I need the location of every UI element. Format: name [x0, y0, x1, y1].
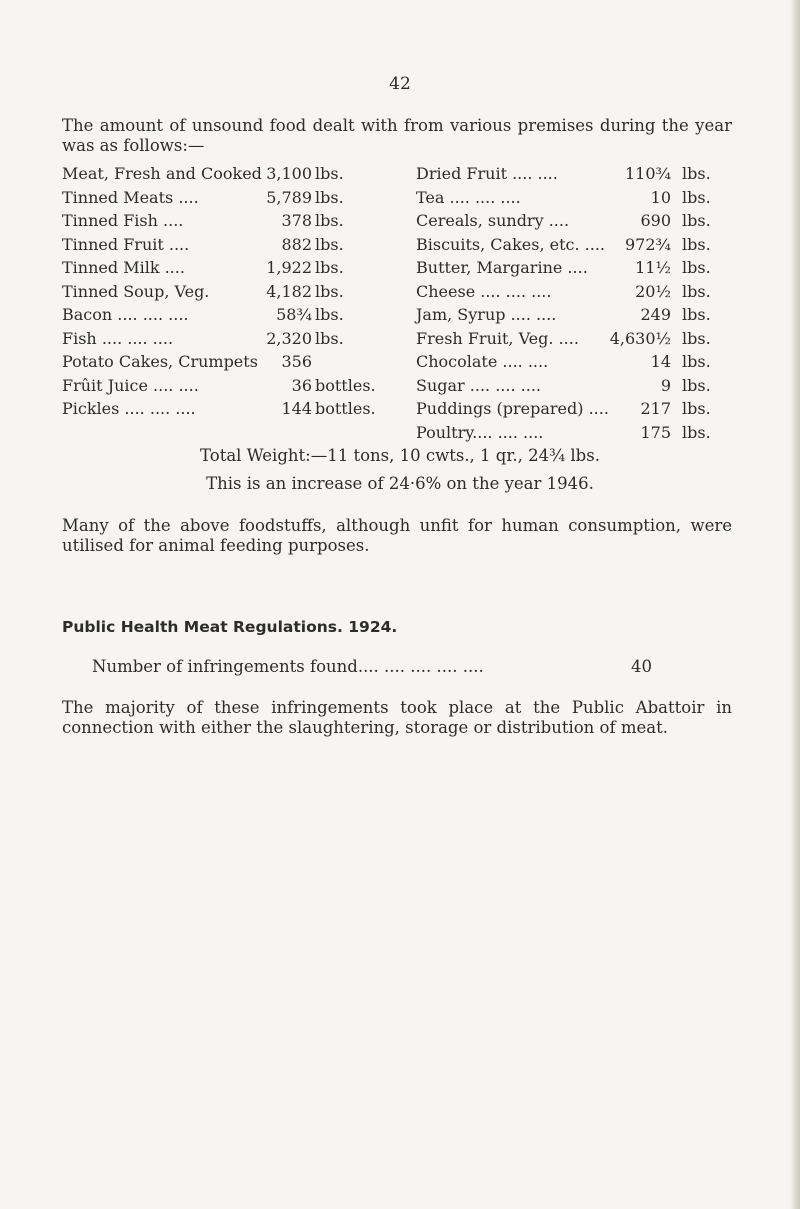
infringements-value: 40: [631, 657, 652, 676]
item-label: Jam, Syrup .... ....: [416, 305, 557, 324]
item-quantity: 882: [281, 234, 312, 254]
right-list-item: [416, 282, 716, 302]
item-label: Frûit Juice .... ....: [62, 375, 199, 395]
item-unit: lbs.: [315, 164, 344, 183]
item-quantity: 249: [640, 305, 671, 324]
item-unit: lbs.: [315, 187, 344, 207]
right-list-item: [416, 423, 716, 443]
item-quantity: 4,630½: [609, 328, 671, 348]
item-unit: lbs.: [315, 211, 344, 230]
item-unit: lbs.: [682, 305, 711, 324]
infringements-conclusion: The majority of these infringements took place at the Public Abattoir in connection with either the slaughtering, storage or distribution of meat.: [62, 698, 732, 737]
item-label: Tinned Fish ....: [62, 211, 184, 230]
item-label: Puddings (prepared) ....: [416, 399, 609, 418]
item-quantity: 14: [650, 352, 671, 371]
item-quantity: 3,100: [266, 164, 312, 183]
increase-statement: This is an increase of 24·6% on the year 1946.: [206, 474, 594, 493]
page-edge: [790, 0, 800, 1209]
item-label: Tinned Meats ....: [62, 187, 199, 207]
item-label: Fresh Fruit, Veg. ....: [416, 328, 579, 348]
item-unit: lbs.: [682, 375, 711, 395]
left-list-item: [62, 235, 382, 255]
animal-feeding-paragraph: Many of the above foodstuffs, although unfit for human consumption, were utilised for animal feeding purposes.: [62, 516, 732, 555]
item-quantity: 175: [640, 422, 671, 442]
item-label: Butter, Margarine ....: [416, 258, 588, 277]
right-list-item: [416, 399, 716, 419]
left-list-item: [62, 188, 382, 208]
right-list-item: [416, 235, 716, 255]
item-quantity: 972¾: [624, 234, 671, 254]
item-label: Dried Fruit .... ....: [416, 164, 558, 183]
item-label: Biscuits, Cakes, etc. ....: [416, 234, 605, 254]
item-quantity: 356: [281, 352, 312, 371]
item-unit: lbs.: [682, 352, 711, 371]
item-quantity: 4,182: [266, 281, 312, 301]
item-label: Tinned Soup, Veg.: [62, 281, 210, 301]
left-list-item: [62, 376, 382, 396]
left-list-item: [62, 282, 382, 302]
right-list-item: [416, 258, 716, 278]
item-quantity: 110¾: [624, 164, 671, 183]
item-quantity: 1,922: [266, 258, 312, 277]
item-unit: lbs.: [682, 258, 711, 277]
item-quantity: 5,789: [266, 187, 312, 207]
item-label: Tinned Fruit ....: [62, 234, 190, 254]
item-unit: lbs.: [682, 422, 711, 442]
item-label: Bacon .... .... ....: [62, 305, 189, 324]
left-list-item: [62, 352, 382, 372]
item-quantity: 10: [650, 187, 671, 207]
left-list-item: [62, 305, 382, 325]
intro-paragraph: The amount of unsound food dealt with from various premises during the year was as follows:—: [62, 116, 732, 155]
total-weight: Total Weight:—11 tons, 10 cwts., 1 qr., 24¾ lbs.: [200, 446, 600, 465]
item-label: Chocolate .... ....: [416, 352, 549, 371]
item-label: Tinned Milk ....: [62, 258, 185, 277]
infringements-label: Number of infringements found.... .... .... .... ....: [92, 657, 484, 676]
right-list-item: [416, 329, 716, 349]
right-list-item: [416, 376, 716, 396]
item-label: Fish .... .... ....: [62, 328, 174, 348]
item-unit: lbs.: [315, 234, 344, 254]
item-unit: lbs.: [682, 328, 711, 348]
left-list-item: [62, 329, 382, 349]
item-quantity: 378: [281, 211, 312, 230]
infringements-row: [92, 657, 652, 677]
item-quantity: 144: [281, 399, 312, 418]
item-quantity: 36: [291, 375, 312, 395]
item-unit: lbs.: [682, 281, 711, 301]
item-label: Pickles .... .... ....: [62, 399, 196, 418]
item-label: Tea .... .... ....: [416, 187, 521, 207]
item-quantity: 58¾: [276, 305, 312, 324]
left-list-item: [62, 258, 382, 278]
right-list-item: [416, 188, 716, 208]
item-label: Cereals, sundry ....: [416, 211, 570, 230]
right-list-item: [416, 211, 716, 231]
item-quantity: 9: [660, 375, 671, 395]
item-label: Cheese .... .... ....: [416, 281, 552, 301]
item-unit: lbs.: [682, 211, 711, 230]
right-list-item: [416, 164, 716, 184]
item-unit: lbs.: [315, 281, 344, 301]
item-unit: lbs.: [315, 328, 344, 348]
item-label: Meat, Fresh and Cooked: [62, 164, 262, 183]
item-unit: lbs.: [682, 187, 711, 207]
item-label: Potato Cakes, Crumpets: [62, 352, 258, 371]
item-label: Sugar .... .... ....: [416, 375, 541, 395]
meat-regulations-heading: Public Health Meat Regulations. 1924.: [62, 618, 398, 636]
item-label: Poultry.... .... ....: [416, 422, 544, 442]
right-list-item: [416, 305, 716, 325]
left-list-item: [62, 211, 382, 231]
left-list-item: [62, 399, 382, 419]
item-unit: bottles.: [315, 399, 376, 418]
item-unit: lbs.: [315, 258, 344, 277]
item-unit: lbs.: [682, 399, 711, 418]
item-quantity: 20½: [635, 281, 671, 301]
item-unit: lbs.: [682, 234, 711, 254]
item-quantity: 11½: [635, 258, 671, 277]
item-quantity: 690: [640, 211, 671, 230]
item-quantity: 2,320: [266, 328, 312, 348]
item-quantity: 217: [640, 399, 671, 418]
item-unit: lbs.: [682, 164, 711, 183]
right-list-item: [416, 352, 716, 372]
item-unit: lbs.: [315, 305, 344, 324]
item-unit: bottles.: [315, 375, 376, 395]
page-number: 42: [389, 74, 411, 94]
left-list-item: [62, 164, 382, 184]
